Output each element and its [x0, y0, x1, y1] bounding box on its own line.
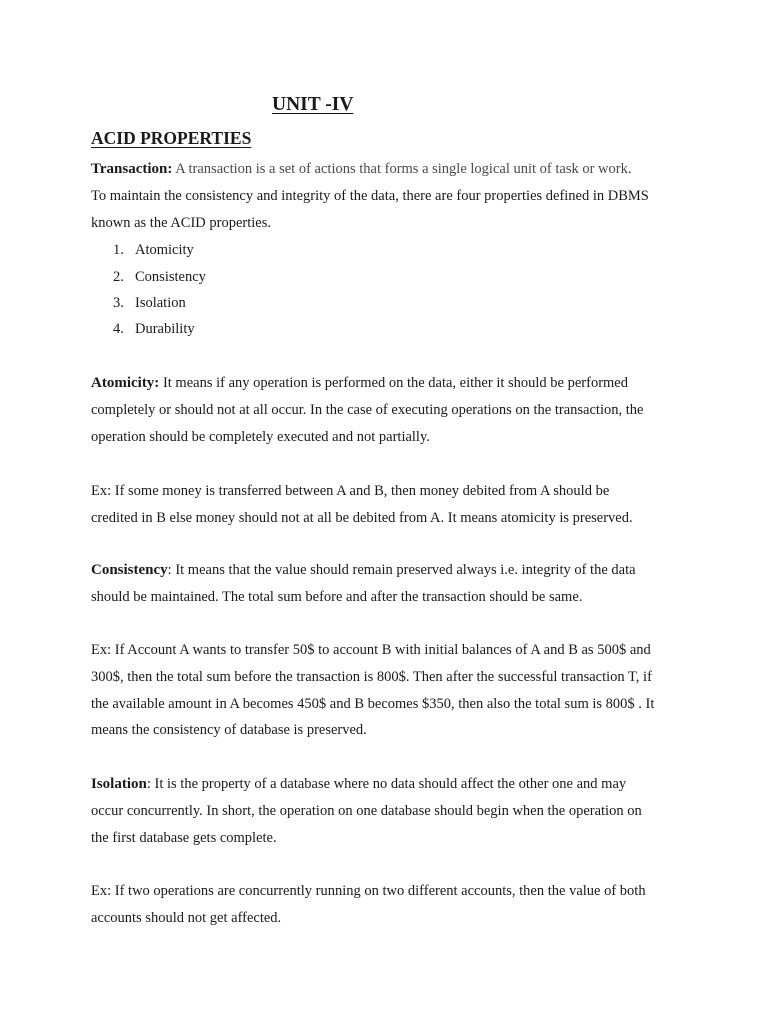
isolation-example-line-2: accounts should not get affected.: [91, 910, 282, 926]
consistency-example-line-2: 300$, then the total sum before the transaction is 800$. Then after the successful transaction T, if: [91, 669, 652, 685]
consistency-label: Consistency: [91, 562, 168, 578]
consistency-text: : It means that the value should remain preserved always i.e. integrity of the data: [167, 562, 636, 578]
list-item-number: 3.: [113, 295, 124, 311]
list-item-label: Consistency: [135, 269, 206, 285]
unit-title: UNIT -IV: [272, 94, 354, 115]
atomicity-line-2: completely or should not at all occur. In the case of executing operations on the transaction, the: [91, 402, 644, 418]
list-item-number: 4.: [113, 321, 124, 337]
atomicity-example-line-1: Ex: If some money is transferred between A and B, then money debited from A should be: [91, 483, 610, 499]
atomicity-label: Atomicity:: [91, 375, 160, 391]
isolation-line-1: [91, 775, 626, 793]
isolation-line-2: occur concurrently. In short, the operation on one database should begin when the operation on: [91, 803, 642, 819]
intro-line-2: known as the ACID properties.: [91, 215, 272, 231]
consistency-example-line-3: the available amount in A becomes 450$ and B becomes $350, then also the total sum is 800$ . It: [91, 696, 655, 712]
transaction-label: Transaction:: [91, 161, 173, 177]
intro-line-1: To maintain the consistency and integrity of the data, there are four properties defined in DBMS: [91, 188, 649, 204]
isolation-line-3: the first database gets complete.: [91, 830, 277, 846]
isolation-text: : It is the property of a database where no data should affect the other one and may: [146, 776, 627, 792]
consistency-line-1: [91, 561, 636, 579]
list-item-label: Isolation: [135, 295, 186, 311]
consistency-example-line-1: Ex: If Account A wants to transfer 50$ to account B with initial balances of A and B as 500$ and: [91, 642, 651, 658]
list-item-number: 1.: [113, 242, 124, 258]
atomicity-line-1: [91, 374, 628, 392]
list-item-isolation: [113, 294, 186, 312]
list-item-label: Atomicity: [135, 242, 194, 258]
list-item-atomicity: [113, 241, 194, 259]
section-title: ACID PROPERTIES: [91, 128, 252, 148]
list-item-durability: [113, 320, 195, 338]
atomicity-line-3: operation should be completely executed and not partially.: [91, 429, 430, 445]
transaction-text: A transaction is a set of actions that forms a single logical unit of task or work.: [172, 161, 632, 177]
atomicity-example-line-2: credited in B else money should not at all be debited from A. It means atomicity is preserved.: [91, 510, 633, 526]
consistency-line-2: should be maintained. The total sum before and after the transaction should be same.: [91, 589, 583, 605]
consistency-example-line-4: means the consistency of database is preserved.: [91, 722, 367, 738]
list-item-number: 2.: [113, 269, 124, 285]
isolation-example-line-1: Ex: If two operations are concurrently running on two different accounts, then the value of both: [91, 883, 646, 899]
list-item-consistency: [113, 268, 206, 286]
atomicity-text: It means if any operation is performed on the data, either it should be performed: [159, 375, 628, 391]
list-item-label: Durability: [135, 321, 195, 337]
isolation-label: Isolation: [91, 776, 147, 792]
transaction-definition: [91, 160, 631, 178]
